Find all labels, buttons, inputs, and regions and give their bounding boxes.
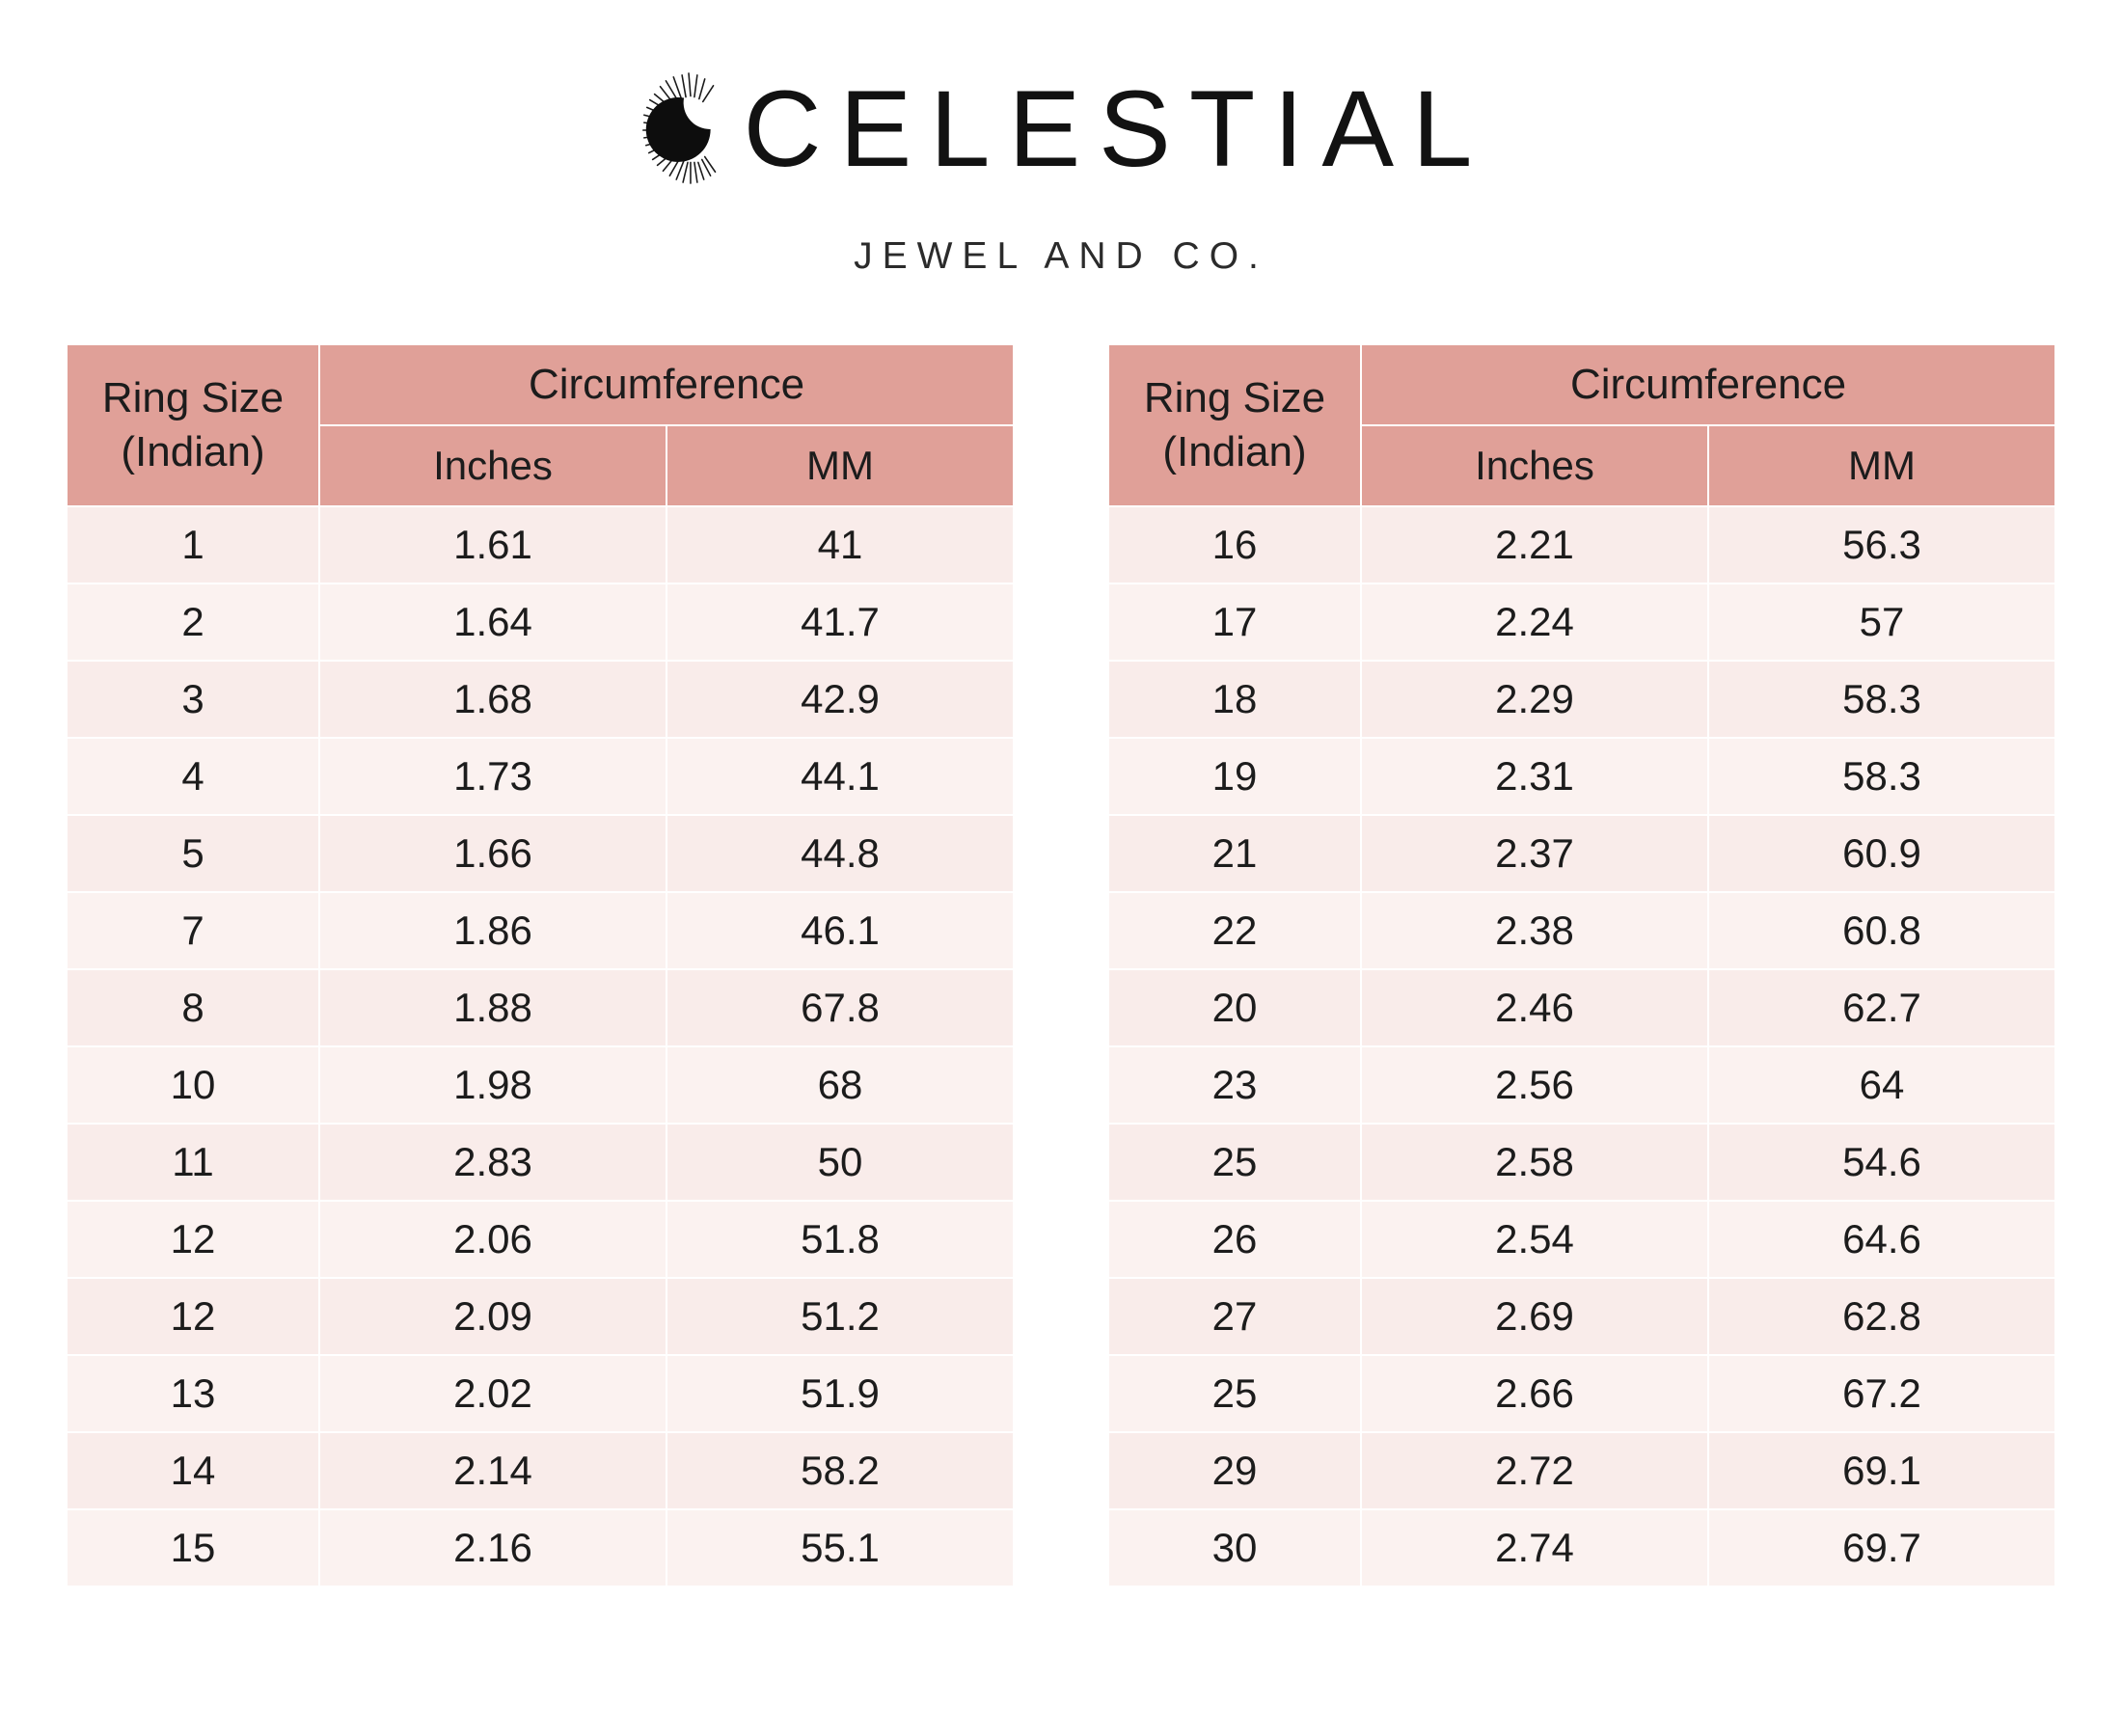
brand-lockup <box>632 56 1491 203</box>
cell-inches: 2.21 <box>1361 506 1708 583</box>
cell-ring-size: 17 <box>1108 583 1361 661</box>
cell-mm: 69.7 <box>1708 1509 2055 1587</box>
table-row <box>1108 815 2055 892</box>
cell-mm: 67.2 <box>1708 1355 2055 1432</box>
table-row <box>67 1124 1014 1201</box>
cell-mm: 58.3 <box>1708 738 2055 815</box>
table-row <box>67 1046 1014 1124</box>
cell-inches: 1.64 <box>319 583 667 661</box>
sun-moon-icon <box>632 56 746 203</box>
cell-mm: 58.2 <box>667 1432 1014 1509</box>
table-body-left <box>67 506 1014 1587</box>
brand-tagline: JEWEL AND CO. <box>854 235 1268 277</box>
cell-inches: 2.29 <box>1361 661 1708 738</box>
table-row <box>1108 892 2055 969</box>
ring-size-table-right <box>1107 343 2056 1587</box>
cell-ring-size: 16 <box>1108 506 1361 583</box>
header-ring-size-line1: Ring Size <box>101 373 285 421</box>
table-row <box>67 1278 1014 1355</box>
cell-inches: 1.88 <box>319 969 667 1046</box>
cell-ring-size: 18 <box>1108 661 1361 738</box>
cell-inches: 2.09 <box>319 1278 667 1355</box>
table-row <box>67 1355 1014 1432</box>
header-ring-size <box>67 344 319 506</box>
table-row <box>67 506 1014 583</box>
brand-name: CELESTIAL <box>743 68 1491 189</box>
cell-ring-size: 23 <box>1108 1046 1361 1124</box>
cell-inches: 1.61 <box>319 506 667 583</box>
table-row <box>1108 738 2055 815</box>
header-ring-size-line1: Ring Size <box>1143 373 1326 421</box>
table-row <box>1108 1124 2055 1201</box>
cell-ring-size: 26 <box>1108 1201 1361 1278</box>
size-tables <box>0 343 2122 1587</box>
cell-mm: 60.8 <box>1708 892 2055 969</box>
header-mm: MM <box>667 425 1014 506</box>
cell-mm: 41 <box>667 506 1014 583</box>
table-body-right <box>1108 506 2055 1587</box>
cell-ring-size: 15 <box>67 1509 319 1587</box>
cell-ring-size: 25 <box>1108 1124 1361 1201</box>
cell-ring-size: 1 <box>67 506 319 583</box>
table-row <box>1108 1046 2055 1124</box>
cell-ring-size: 27 <box>1108 1278 1361 1355</box>
cell-inches: 2.56 <box>1361 1046 1708 1124</box>
table-row <box>67 1432 1014 1509</box>
cell-mm: 46.1 <box>667 892 1014 969</box>
cell-mm: 67.8 <box>667 969 1014 1046</box>
table-row <box>67 1509 1014 1587</box>
table-head-left <box>67 344 1014 506</box>
header-circumference: Circumference <box>319 344 1014 425</box>
table-row <box>67 815 1014 892</box>
cell-inches: 1.98 <box>319 1046 667 1124</box>
table-row <box>67 583 1014 661</box>
cell-ring-size: 5 <box>67 815 319 892</box>
cell-ring-size: 22 <box>1108 892 1361 969</box>
cell-inches: 1.86 <box>319 892 667 969</box>
table-row <box>1108 1355 2055 1432</box>
cell-mm: 50 <box>667 1124 1014 1201</box>
table-row <box>1108 506 2055 583</box>
cell-mm: 55.1 <box>667 1509 1014 1587</box>
cell-mm: 58.3 <box>1708 661 2055 738</box>
cell-mm: 54.6 <box>1708 1124 2055 1201</box>
cell-inches: 1.73 <box>319 738 667 815</box>
cell-ring-size: 14 <box>67 1432 319 1509</box>
table-row <box>67 892 1014 969</box>
cell-ring-size: 29 <box>1108 1432 1361 1509</box>
header-inches: Inches <box>1361 425 1708 506</box>
cell-mm: 51.8 <box>667 1201 1014 1278</box>
ring-size-table-left <box>66 343 1015 1587</box>
table-row <box>1108 1201 2055 1278</box>
cell-mm: 56.3 <box>1708 506 2055 583</box>
cell-inches: 2.16 <box>319 1509 667 1587</box>
table-row <box>1108 661 2055 738</box>
cell-ring-size: 12 <box>67 1278 319 1355</box>
cell-mm: 51.9 <box>667 1355 1014 1432</box>
table-row <box>1108 969 2055 1046</box>
cell-mm: 69.1 <box>1708 1432 2055 1509</box>
table-row <box>1108 583 2055 661</box>
cell-ring-size: 12 <box>67 1201 319 1278</box>
cell-ring-size: 8 <box>67 969 319 1046</box>
cell-ring-size: 13 <box>67 1355 319 1432</box>
cell-mm: 60.9 <box>1708 815 2055 892</box>
cell-ring-size: 3 <box>67 661 319 738</box>
cell-mm: 57 <box>1708 583 2055 661</box>
cell-ring-size: 19 <box>1108 738 1361 815</box>
table-row <box>1108 1278 2055 1355</box>
table-row <box>67 1201 1014 1278</box>
cell-mm: 62.8 <box>1708 1278 2055 1355</box>
table-row <box>67 969 1014 1046</box>
brand-header <box>0 0 2122 278</box>
header-ring-size <box>1108 344 1361 506</box>
cell-inches: 2.72 <box>1361 1432 1708 1509</box>
cell-ring-size: 30 <box>1108 1509 1361 1587</box>
cell-inches: 2.38 <box>1361 892 1708 969</box>
cell-inches: 2.06 <box>319 1201 667 1278</box>
header-ring-size-line2: (Indian) <box>121 428 265 475</box>
cell-mm: 44.8 <box>667 815 1014 892</box>
header-circumference: Circumference <box>1361 344 2055 425</box>
cell-inches: 2.74 <box>1361 1509 1708 1587</box>
cell-ring-size: 21 <box>1108 815 1361 892</box>
cell-inches: 2.58 <box>1361 1124 1708 1201</box>
header-ring-size-line2: (Indian) <box>1162 428 1307 475</box>
cell-ring-size: 2 <box>67 583 319 661</box>
cell-ring-size: 25 <box>1108 1355 1361 1432</box>
cell-inches: 2.66 <box>1361 1355 1708 1432</box>
cell-inches: 1.68 <box>319 661 667 738</box>
table-row <box>1108 1509 2055 1587</box>
cell-inches: 2.31 <box>1361 738 1708 815</box>
cell-mm: 42.9 <box>667 661 1014 738</box>
cell-inches: 2.14 <box>319 1432 667 1509</box>
cell-inches: 2.83 <box>319 1124 667 1201</box>
cell-mm: 64.6 <box>1708 1201 2055 1278</box>
header-mm: MM <box>1708 425 2055 506</box>
cell-mm: 68 <box>667 1046 1014 1124</box>
header-row-primary <box>1108 344 2055 425</box>
cell-mm: 62.7 <box>1708 969 2055 1046</box>
header-inches: Inches <box>319 425 667 506</box>
cell-inches: 2.24 <box>1361 583 1708 661</box>
table-head-right <box>1108 344 2055 506</box>
table-row <box>67 661 1014 738</box>
cell-mm: 51.2 <box>667 1278 1014 1355</box>
cell-ring-size: 10 <box>67 1046 319 1124</box>
cell-mm: 41.7 <box>667 583 1014 661</box>
cell-inches: 1.66 <box>319 815 667 892</box>
cell-mm: 44.1 <box>667 738 1014 815</box>
cell-inches: 2.02 <box>319 1355 667 1432</box>
cell-inches: 2.37 <box>1361 815 1708 892</box>
cell-ring-size: 7 <box>67 892 319 969</box>
header-row-primary <box>67 344 1014 425</box>
cell-ring-size: 20 <box>1108 969 1361 1046</box>
table-row <box>1108 1432 2055 1509</box>
cell-ring-size: 11 <box>67 1124 319 1201</box>
cell-ring-size: 4 <box>67 738 319 815</box>
cell-mm: 64 <box>1708 1046 2055 1124</box>
cell-inches: 2.46 <box>1361 969 1708 1046</box>
cell-inches: 2.69 <box>1361 1278 1708 1355</box>
table-row <box>67 738 1014 815</box>
cell-inches: 2.54 <box>1361 1201 1708 1278</box>
